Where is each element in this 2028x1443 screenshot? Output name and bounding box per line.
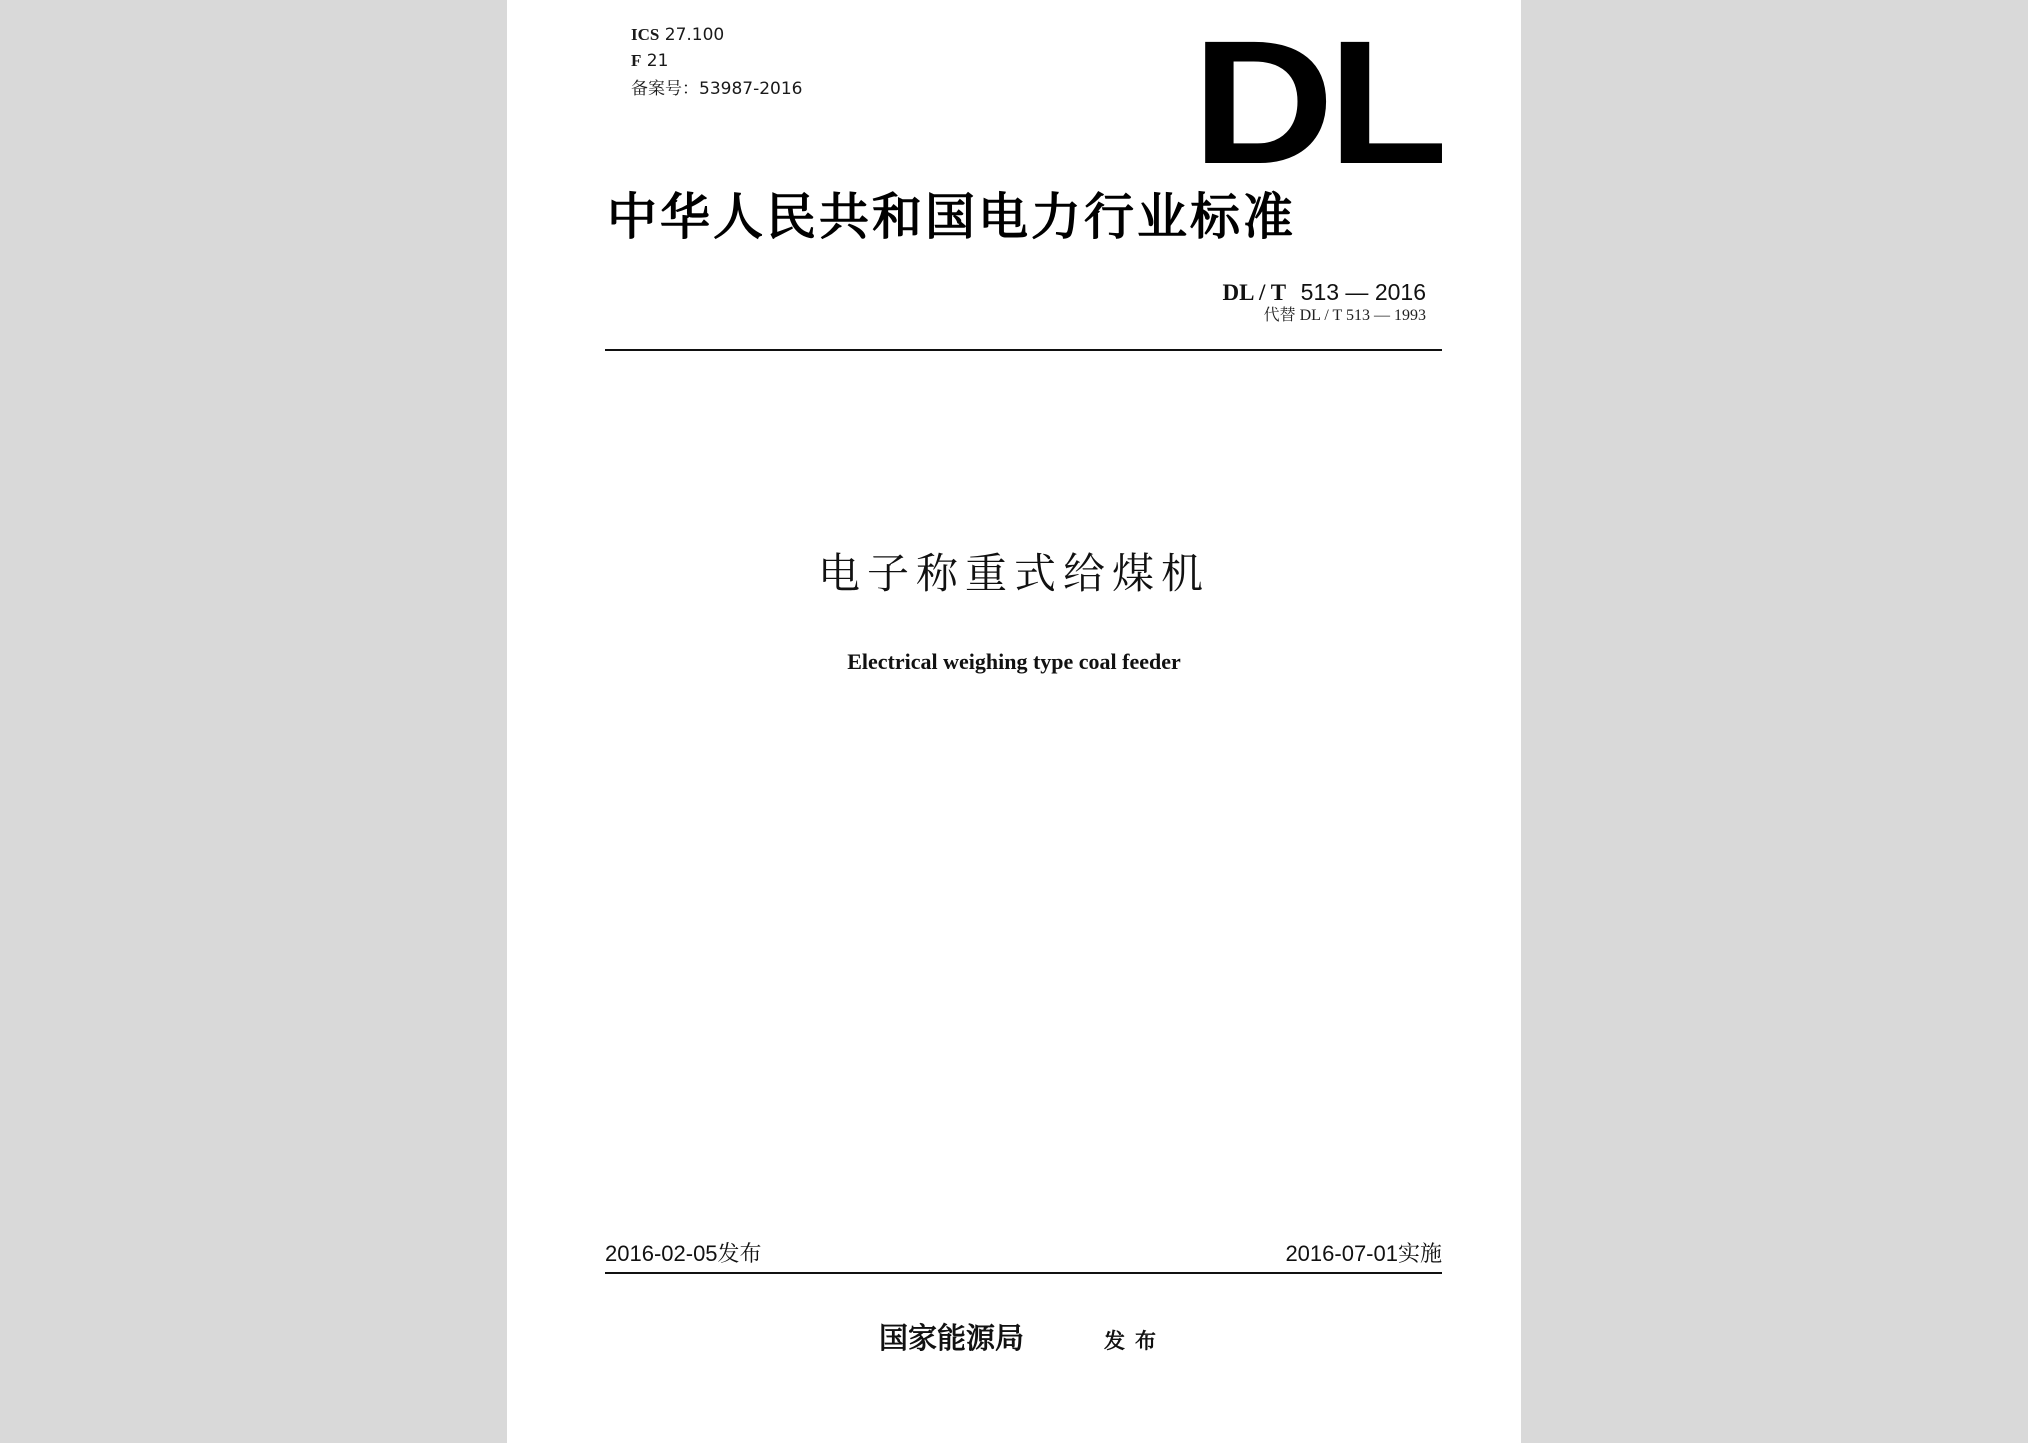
classification-code [631, 50, 668, 72]
classification-value: 21 [646, 51, 669, 71]
document-title-english: Electrical weighing type coal feeder [847, 649, 1181, 674]
document-title-chinese: 电子称重式给煤机 [817, 549, 1210, 598]
ics-value: 27.100 [664, 25, 725, 45]
classification-prefix: F [631, 51, 642, 70]
implement-date-label: 实施 [1397, 1241, 1442, 1266]
publish-date [605, 1240, 762, 1268]
bottom-divider [605, 1272, 1442, 1274]
issued-label: 发布 [1104, 1329, 1166, 1353]
standard-number-value: 513 — 2016 [1300, 279, 1426, 305]
top-divider [605, 349, 1442, 351]
record-number [631, 78, 802, 100]
publish-date-label: 发布 [717, 1241, 762, 1266]
document-page [507, 0, 1521, 1443]
replaces-standard: 代替 DL / T 513 — 1993 [1263, 307, 1426, 324]
publish-date-value: 2016-02-05 [605, 1241, 718, 1266]
implement-date [1285, 1240, 1442, 1268]
publisher-name: 国家能源局 [879, 1321, 1025, 1355]
standard-category-title: 中华人民共和国电力行业标准 [607, 188, 1296, 246]
ics-code [631, 24, 724, 46]
implement-date-value: 2016-07-01 [1285, 1241, 1398, 1266]
record-value: 53987-2016 [699, 79, 803, 99]
record-label: 备案号： [631, 79, 699, 99]
ics-prefix: ICS [631, 25, 660, 44]
dl-logo: DL [1192, 5, 1442, 201]
standard-number-prefix: DL / T [1222, 280, 1287, 305]
standard-number [1223, 278, 1426, 307]
